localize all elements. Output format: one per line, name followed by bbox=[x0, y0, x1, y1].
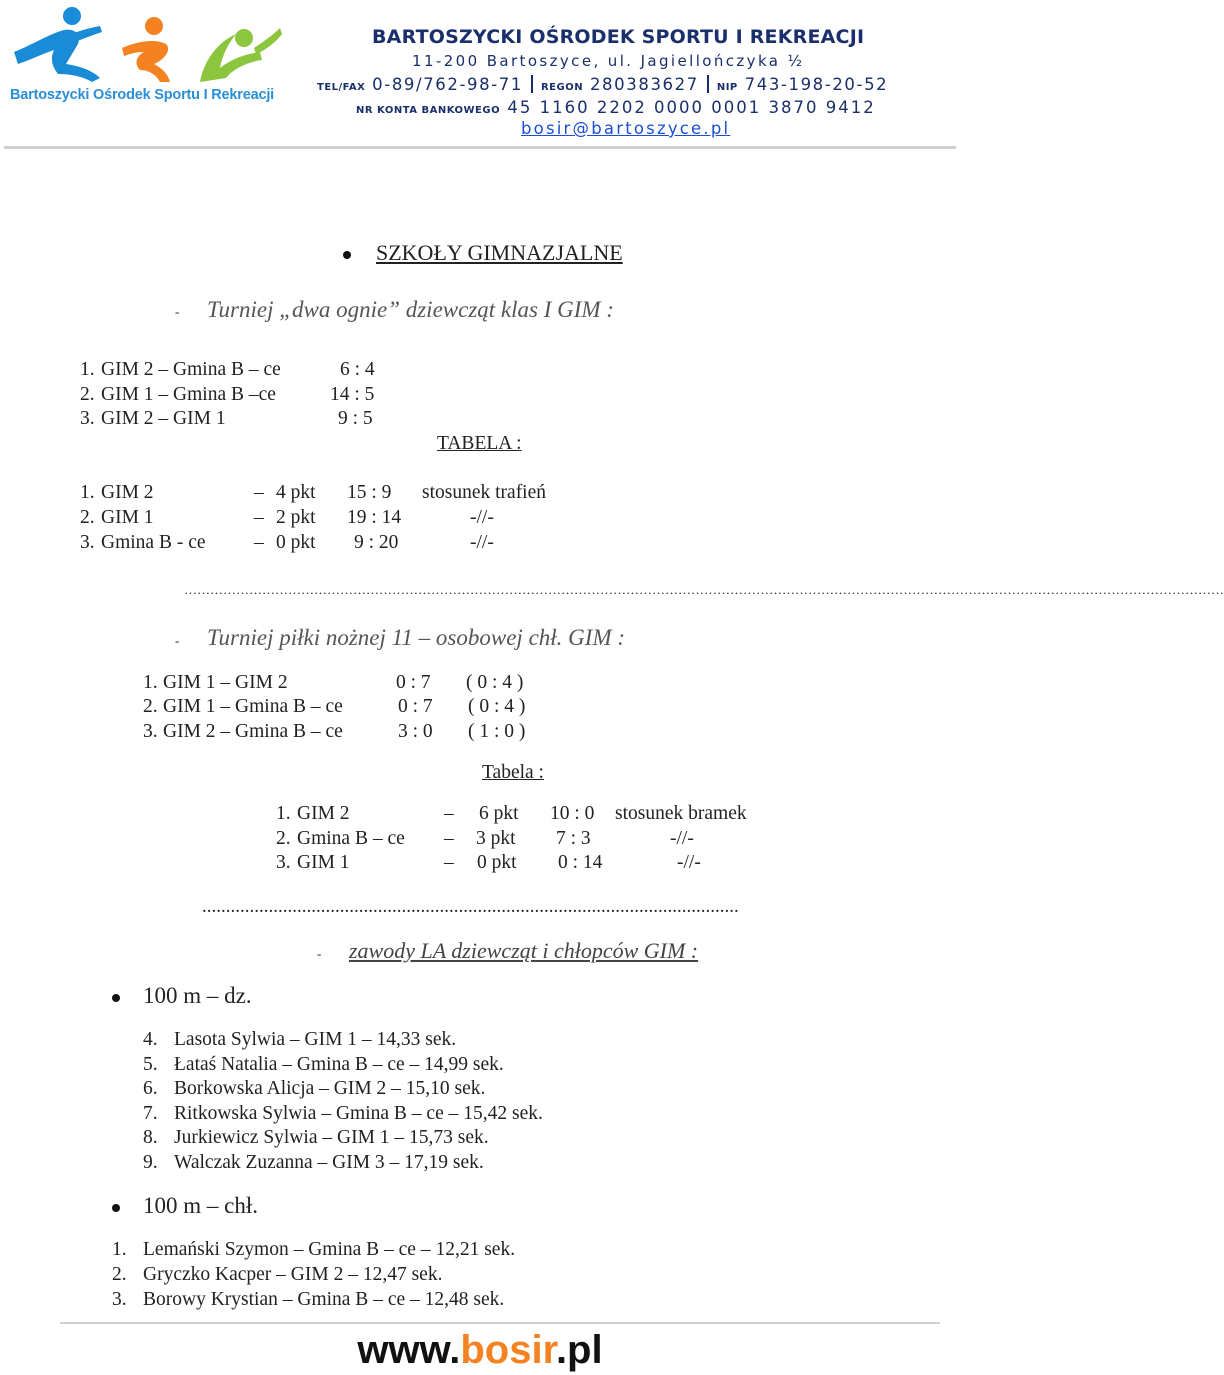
dash-marker: - bbox=[317, 946, 322, 961]
standing-dash: – bbox=[254, 507, 264, 528]
match-number: 3. bbox=[80, 408, 95, 429]
footer-suffix: .pl bbox=[555, 1328, 603, 1372]
match-score: 0 : 7 bbox=[396, 672, 431, 693]
match-number: 2. bbox=[143, 696, 158, 717]
dash-marker: - bbox=[175, 304, 180, 319]
standing-number: 3. bbox=[80, 532, 95, 553]
bank-line bbox=[356, 98, 876, 117]
standing-note: stosunek trafień bbox=[422, 482, 547, 503]
telfax-label: TEL/FAX bbox=[317, 82, 366, 93]
organization-logo bbox=[4, 4, 284, 114]
bank-account-label: NR KONTA BANKOWEGO bbox=[356, 105, 501, 116]
athletics-title: zawody LA dziewcząt i chłopców GIM : bbox=[349, 938, 699, 963]
email-link[interactable]: bosir@bartoszyce.pl bbox=[521, 119, 731, 138]
nip-number: 743-198-20-52 bbox=[744, 75, 889, 94]
result-entry: Walczak Zuzanna – GIM 3 – 17,19 sek. bbox=[174, 1152, 484, 1173]
standing-number: 2. bbox=[80, 507, 95, 528]
result-number: 9. bbox=[143, 1152, 158, 1173]
standing-points: 0 pkt bbox=[477, 852, 517, 873]
result-entry: Ritkowska Sylwia – Gmina B – ce – 15,42 sek. bbox=[174, 1103, 543, 1124]
standing-points: 0 pkt bbox=[276, 532, 316, 553]
result-entry: Jurkiewicz Sylwia – GIM 1 – 15,73 sek. bbox=[174, 1127, 489, 1148]
result-number: 7. bbox=[143, 1103, 158, 1124]
match-teams: GIM 1 – Gmina B – ce bbox=[163, 696, 343, 717]
standing-dash: – bbox=[254, 532, 264, 553]
standing-team: Gmina B – ce bbox=[297, 828, 405, 849]
separator bbox=[707, 75, 709, 93]
bullet-icon bbox=[343, 251, 351, 259]
telfax-number: 0-89/762-98-71 bbox=[372, 75, 523, 94]
footer-divider bbox=[60, 1322, 940, 1324]
standing-team: GIM 1 bbox=[297, 852, 350, 873]
match-teams: GIM 2 – Gmina B – ce bbox=[163, 721, 343, 742]
event-label: 100 m – chł. bbox=[143, 1193, 258, 1218]
separator bbox=[531, 75, 533, 93]
standing-ratio: 0 : 14 bbox=[558, 852, 603, 873]
result-number: 5. bbox=[143, 1054, 158, 1075]
standing-team: GIM 2 bbox=[101, 482, 154, 503]
dotted-separator: …………………………………………………………………………………………………………………………………………………………………………………………………………………… bbox=[184, 582, 1224, 597]
standing-note: -//- bbox=[470, 532, 494, 553]
bullet-icon bbox=[112, 1204, 120, 1212]
standing-ratio: 10 : 0 bbox=[550, 803, 595, 824]
match-number: 1. bbox=[143, 672, 158, 693]
dotted-separator: ................................................................................................................. bbox=[202, 896, 739, 917]
result-entry: Łataś Natalia – Gmina B – ce – 14,99 sek. bbox=[174, 1054, 504, 1075]
standing-ratio: 15 : 9 bbox=[347, 482, 392, 503]
logo-text: Bartoszycki Ośrodek Sportu I Rekreacji bbox=[10, 87, 274, 103]
result-number: 3. bbox=[112, 1289, 127, 1310]
result-number: 8. bbox=[143, 1127, 158, 1148]
organization-address: 11-200 Bartoszyce, ul. Jagiellończyka ½ bbox=[412, 52, 805, 70]
match-score: 0 : 7 bbox=[398, 696, 433, 717]
footer-prefix: www. bbox=[357, 1328, 461, 1372]
standing-number: 1. bbox=[80, 482, 95, 503]
standing-team: GIM 1 bbox=[101, 507, 154, 528]
footer-website-link[interactable] bbox=[0, 1328, 960, 1373]
logo-figures-icon bbox=[4, 4, 284, 86]
match-teams: GIM 1 – GIM 2 bbox=[163, 672, 288, 693]
result-number: 1. bbox=[112, 1239, 127, 1260]
result-number: 4. bbox=[143, 1029, 158, 1050]
header-divider bbox=[4, 146, 956, 149]
standing-dash: – bbox=[444, 803, 454, 824]
match-number: 2. bbox=[80, 384, 95, 405]
result-entry: Gryczko Kacper – GIM 2 – 12,47 sek. bbox=[143, 1264, 443, 1285]
match-teams: GIM 1 – Gmina B –ce bbox=[101, 384, 276, 405]
match-score: 6 : 4 bbox=[340, 359, 375, 380]
result-entry: Lasota Sylwia – GIM 1 – 14,33 sek. bbox=[174, 1029, 457, 1050]
match-halftime: ( 0 : 4 ) bbox=[468, 696, 526, 717]
result-entry: Borowy Krystian – Gmina B – ce – 12,48 sek. bbox=[143, 1289, 505, 1310]
standing-team: Gmina B - ce bbox=[101, 532, 206, 553]
match-score: 9 : 5 bbox=[338, 408, 373, 429]
nip-label: NIP bbox=[716, 82, 738, 93]
standing-note: stosunek bramek bbox=[615, 803, 747, 824]
standing-team: GIM 2 bbox=[297, 803, 350, 824]
organization-name: BARTOSZYCKI OŚRODEK SPORTU I REKREACJI bbox=[372, 26, 865, 48]
standing-note: -//- bbox=[670, 828, 694, 849]
contact-line bbox=[317, 75, 888, 94]
standing-ratio: 19 : 14 bbox=[347, 507, 402, 528]
match-score: 3 : 0 bbox=[398, 721, 433, 742]
standing-note: -//- bbox=[677, 852, 701, 873]
table-label: Tabela : bbox=[482, 762, 544, 783]
standing-points: 6 pkt bbox=[479, 803, 519, 824]
standing-note: -//- bbox=[470, 507, 494, 528]
standing-dash: – bbox=[254, 482, 264, 503]
match-halftime: ( 1 : 0 ) bbox=[468, 721, 526, 742]
match-number: 3. bbox=[143, 721, 158, 742]
dodgeball-title: Turniej „dwa ognie” dziewcząt klas I GIM : bbox=[207, 297, 614, 322]
event-label: 100 m – dz. bbox=[143, 983, 252, 1008]
match-score: 14 : 5 bbox=[330, 384, 375, 405]
match-number: 1. bbox=[80, 359, 95, 380]
standing-ratio: 7 : 3 bbox=[556, 828, 591, 849]
match-teams: GIM 2 – GIM 1 bbox=[101, 408, 226, 429]
result-entry: Borkowska Alicja – GIM 2 – 15,10 sek. bbox=[174, 1078, 486, 1099]
standing-points: 2 pkt bbox=[276, 507, 316, 528]
bank-account-number: 45 1160 2202 0000 0001 3870 9412 bbox=[507, 98, 876, 117]
standing-number: 2. bbox=[276, 828, 291, 849]
table-label: TABELA : bbox=[437, 433, 522, 454]
bullet-icon bbox=[112, 994, 120, 1002]
standing-points: 3 pkt bbox=[476, 828, 516, 849]
standing-number: 1. bbox=[276, 803, 291, 824]
footer-brand: bosir bbox=[460, 1328, 556, 1372]
result-entry: Lemański Szymon – Gmina B – ce – 12,21 sek. bbox=[143, 1239, 516, 1260]
result-number: 6. bbox=[143, 1078, 158, 1099]
standing-dash: – bbox=[444, 852, 454, 873]
football-title: Turniej piłki nożnej 11 – osobowej chł. GIM : bbox=[207, 625, 626, 650]
standing-points: 4 pkt bbox=[276, 482, 316, 503]
standing-number: 3. bbox=[276, 852, 291, 873]
dash-marker: - bbox=[175, 633, 180, 648]
regon-label: REGON bbox=[540, 82, 584, 93]
standing-dash: – bbox=[444, 828, 454, 849]
result-number: 2. bbox=[112, 1264, 127, 1285]
section-title: SZKOŁY GIMNAZJALNE bbox=[376, 240, 623, 265]
regon-number: 280383627 bbox=[589, 75, 699, 94]
match-teams: GIM 2 – Gmina B – ce bbox=[101, 359, 281, 380]
match-halftime: ( 0 : 4 ) bbox=[466, 672, 524, 693]
standing-ratio: 9 : 20 bbox=[354, 532, 399, 553]
